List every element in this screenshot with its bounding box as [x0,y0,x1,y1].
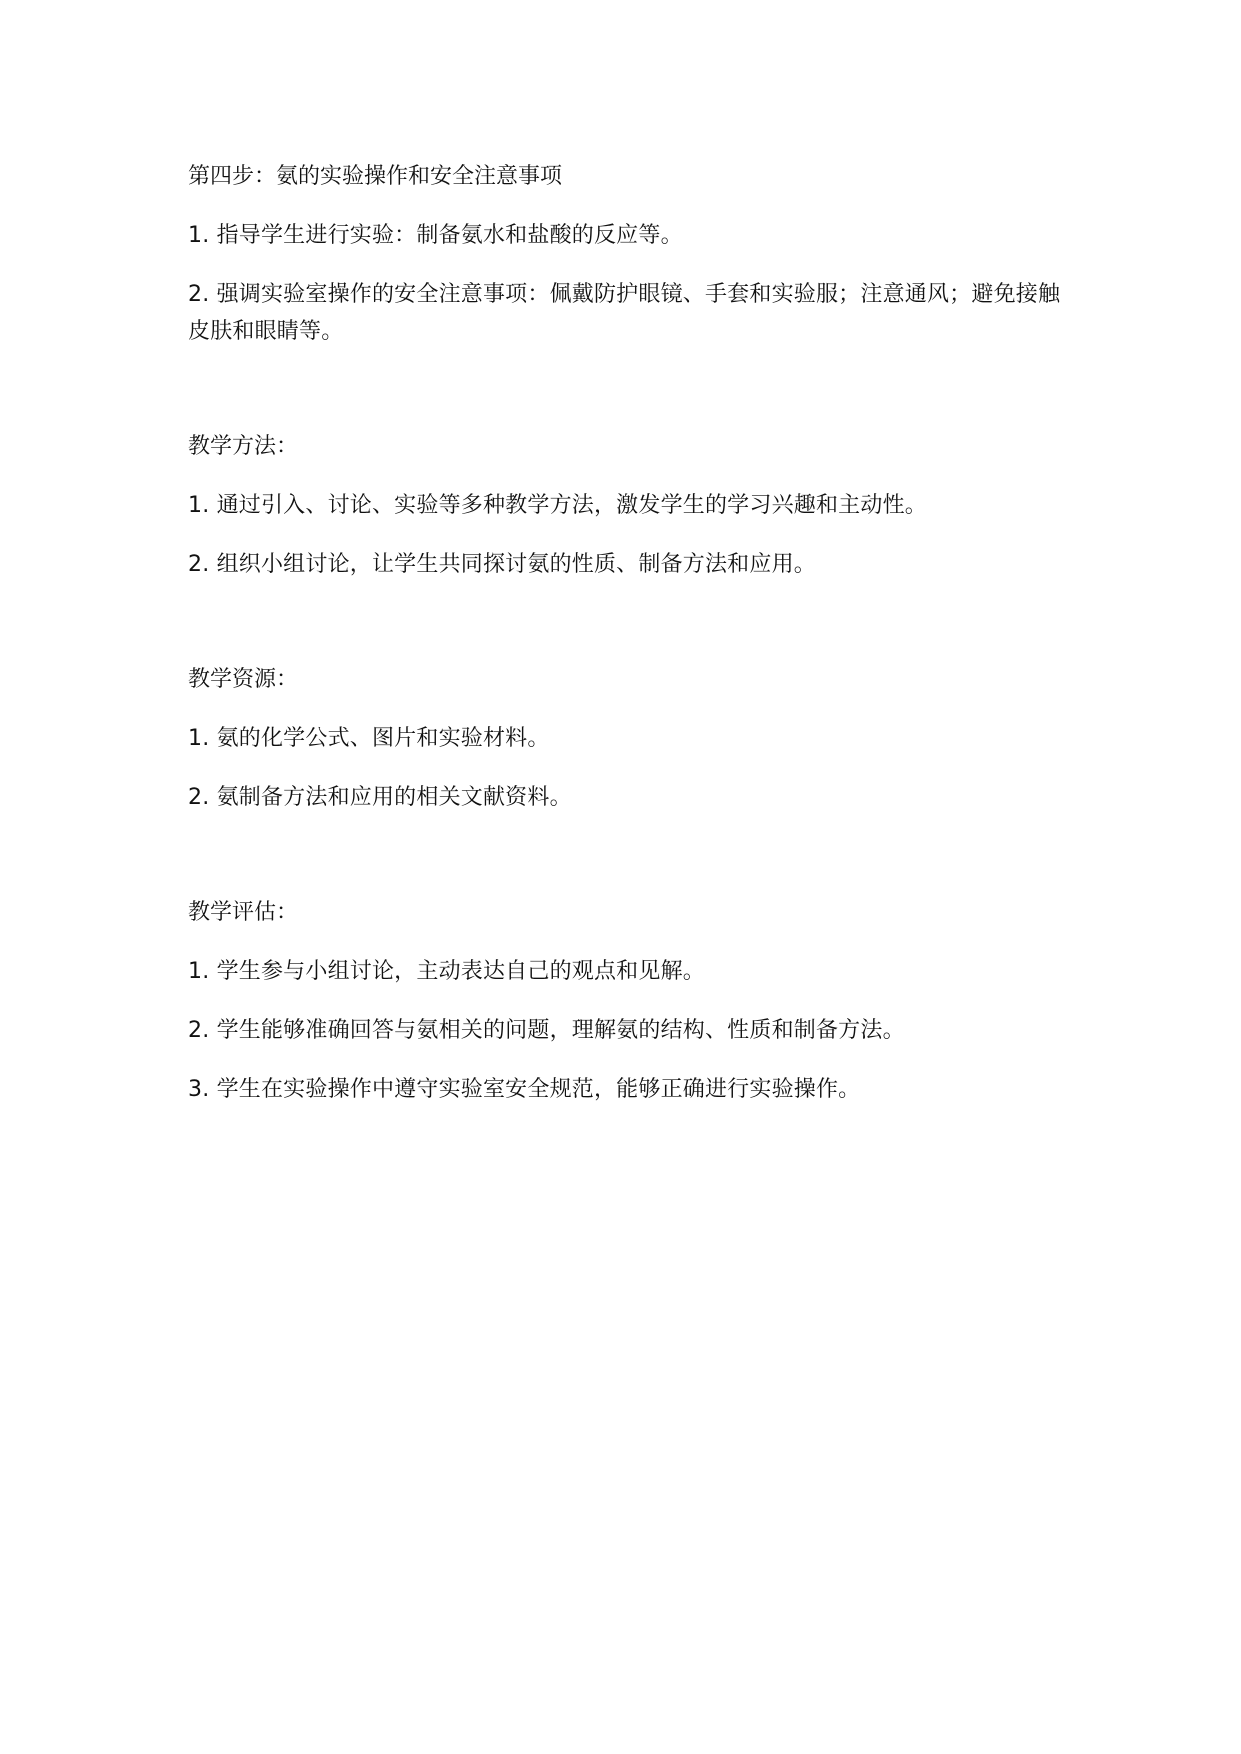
evaluation-item-2: 2. 学生能够准确回答与氨相关的问题，理解氨的结构、性质和制备方法。 [188,1018,905,1043]
resources-item-2: 2. 氨制备方法和应用的相关文献资料。 [188,785,572,810]
methods-item-2: 2. 组织小组讨论，让学生共同探讨氨的性质、制备方法和应用。 [188,552,816,577]
evaluation-heading: 教学评估： [188,900,299,925]
resources-item-1: 1. 氨的化学公式、图片和实验材料。 [188,726,550,751]
evaluation-item-1: 1. 学生参与小组讨论，主动表达自己的观点和见解。 [188,959,705,984]
methods-item-1: 1. 通过引入、讨论、实验等多种教学方法，激发学生的学习兴趣和主动性。 [188,493,927,518]
evaluation-item-3: 3. 学生在实验操作中遵守实验室安全规范，能够正确进行实验操作。 [188,1077,861,1102]
step4-heading: 第四步：氨的实验操作和安全注意事项 [188,164,563,189]
section-spacer [188,372,1068,428]
methods-heading: 教学方法： [188,434,299,459]
document-body [188,158,1068,1130]
section-spacer [188,838,1068,894]
step4-item-2: 2. 强调实验室操作的安全注意事项：佩戴防护眼镜、手套和实验服；注意通风；避免接触皮肤和眼睛等。 [188,282,1061,344]
step4-item-1: 1. 指导学生进行实验：制备氨水和盐酸的反应等。 [188,223,683,248]
resources-heading: 教学资源： [188,667,299,692]
section-spacer [188,605,1068,661]
